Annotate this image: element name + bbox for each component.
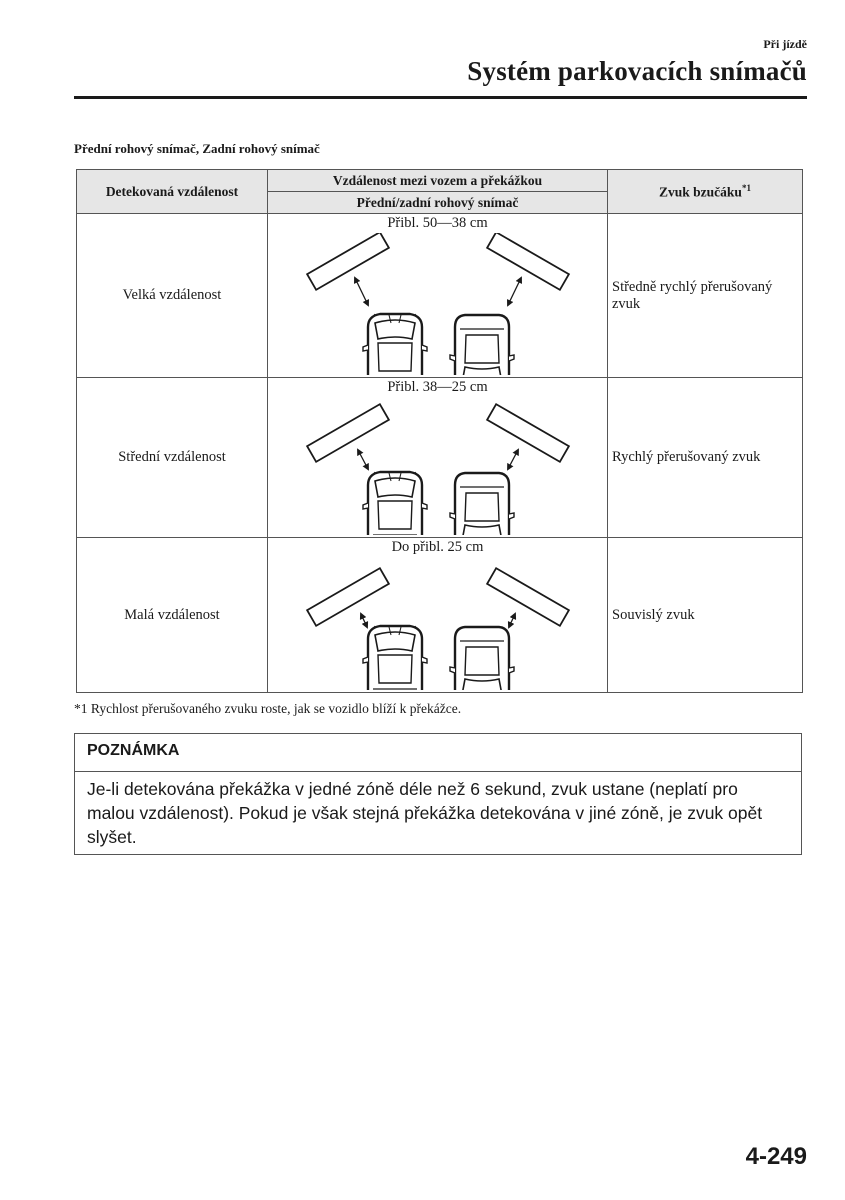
title-rule [74,96,807,99]
page-number: 4-249 [745,1143,807,1170]
sound-cell: Středně rychlý přerušovaný zvuk [608,214,803,378]
sound-cell: Souvislý zvuk [608,538,803,693]
sensor-distance-table [76,169,803,693]
header-buzzer-sound-label: Zvuk bzučáku [659,184,742,200]
section-label: Při jízdě [763,37,807,51]
header-buzzer-sound [608,170,803,214]
note-box [74,733,802,855]
distance-cell: Velká vzdálenost [77,214,268,378]
table-row [77,538,803,693]
header-detected-distance: Detekovaná vzdálenost [77,170,268,214]
footnote-marker: *1 [741,182,751,193]
diagram-cell [268,378,608,538]
header-corner-sensor: Přední/zadní rohový snímač [268,192,608,214]
header-gap: Vzdálenost mezi vozem a překážkou [268,170,608,192]
distance-cell: Malá vzdálenost [77,538,268,693]
corner-sensor-diagram [288,557,588,690]
diagram-cell [268,214,608,378]
table-row [77,214,803,378]
distance-cell: Střední vzdálenost [77,378,268,538]
range-label: Přibl. 38—25 cm [387,379,488,395]
note-text: Je-li detekována překážka v jedné zóně déle než 6 sekund, zvuk ustane (neplatí pro malou vzdálenost). Pokud je však stejná překážka detekována v jiné zóně, je zvuk opět slyšet. [87,779,763,847]
sound-cell: Rychlý přerušovaný zvuk [608,378,803,538]
range-label: Do přibl. 25 cm [391,539,484,555]
table-caption: Přední rohový snímač, Zadní rohový snímač [74,141,320,156]
page-title: Systém parkovacích snímačů [467,56,807,86]
footnote: *1 Rychlost přerušovaného zvuku roste, jak se vozidlo blíží k překážce. [74,701,462,716]
diagram-cell [268,538,608,693]
range-label: Přibl. 50—38 cm [387,215,488,231]
table-row [77,378,803,538]
note-heading: POZNÁMKA [75,734,801,772]
corner-sensor-diagram [288,233,588,375]
corner-sensor-diagram [288,397,588,535]
